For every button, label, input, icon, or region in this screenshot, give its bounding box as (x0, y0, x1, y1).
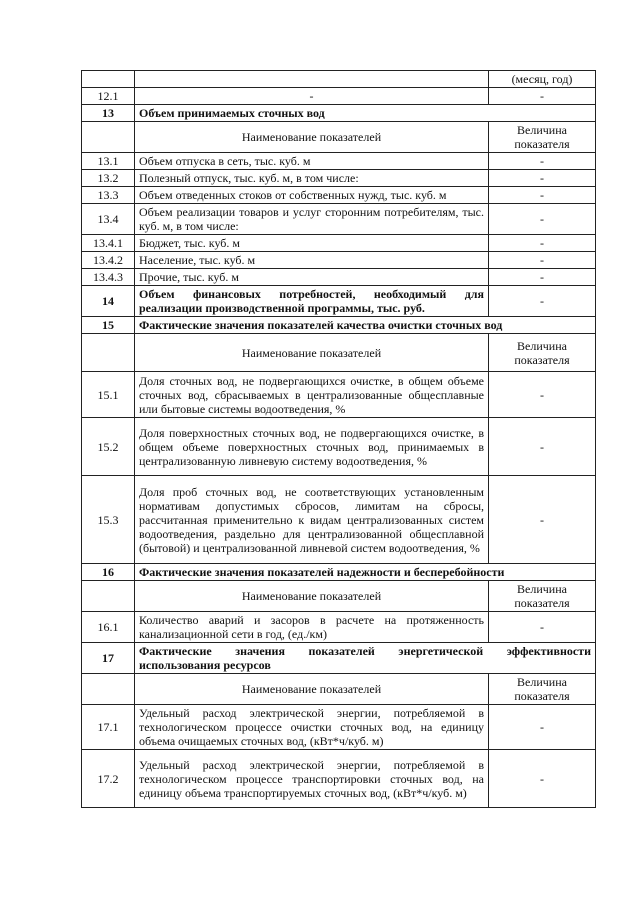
column-header-name: Наименование показателей (135, 581, 489, 612)
column-header-row (82, 122, 596, 153)
row-number: 12.1 (82, 88, 135, 105)
section-title: Фактические значения показателей энергетической эффективности использования ресурсов (135, 643, 596, 674)
indicator-value: - (489, 705, 596, 750)
indicator-value: - (489, 88, 596, 105)
indicator-name: Прочие, тыс. куб. м (135, 269, 489, 286)
indicator-value: - (489, 476, 596, 564)
indicator-name: Удельный расход электрической энергии, потребляемой в технологическом процессе транспортировки сточных вод, на единицу объема транспортируемых сточных вод, (кВт*ч/куб. м) (135, 750, 489, 808)
column-header-name: Наименование показателей (135, 122, 489, 153)
table-row (82, 187, 596, 204)
section-header-row (82, 643, 596, 674)
column-header-value: Величина показателя (489, 674, 596, 705)
indicator-name: Доля поверхностных сточных вод, не подвергающихся очистке, в общем объеме поверхностных сточных вод, принимаемых в централизованную ливневую систему водоотведения, % (135, 418, 489, 476)
table-row (82, 204, 596, 235)
indicator-value: - (489, 286, 596, 317)
indicator-name: Население, тыс. куб. м (135, 252, 489, 269)
table-row (82, 252, 596, 269)
table-row (82, 612, 596, 643)
section-title: Фактические значения показателей надежности и бесперебойности (135, 564, 596, 581)
section-number: 17 (82, 643, 135, 674)
table-row (82, 153, 596, 170)
row-number-cell (82, 122, 135, 153)
indicators-table-body (82, 71, 596, 808)
table-row (82, 88, 596, 105)
section-number: 15 (82, 317, 135, 334)
indicator-value: - (489, 372, 596, 418)
indicator-value: - (489, 235, 596, 252)
row-number: 15.3 (82, 476, 135, 564)
column-header-name: Наименование показателей (135, 674, 489, 705)
section-number: 13 (82, 105, 135, 122)
row-number: 13.4.3 (82, 269, 135, 286)
column-header-value: (месяц, год) (489, 71, 596, 88)
indicator-name: Объем отведенных стоков от собственных нужд, тыс. куб. м (135, 187, 489, 204)
row-number: 15.1 (82, 372, 135, 418)
table-row (82, 705, 596, 750)
table-row (82, 476, 596, 564)
indicator-value: - (489, 204, 596, 235)
table-row (82, 170, 596, 187)
indicator-name: Удельный расход электрической энергии, потребляемой в технологическом процессе очистки сточных вод, на единицу объема очищаемых сточных вод, (кВт*ч/куб. м) (135, 705, 489, 750)
indicator-name: Объем отпуска в сеть, тыс. куб. м (135, 153, 489, 170)
indicator-name: Объем реализации товаров и услуг сторонним потребителям, тыс. куб. м, в том числе: (135, 204, 489, 235)
indicator-value: - (489, 170, 596, 187)
row-number-cell (82, 581, 135, 612)
indicator-name: - (135, 88, 489, 105)
indicator-name: Бюджет, тыс. куб. м (135, 235, 489, 252)
table-row (82, 750, 596, 808)
column-header-row (82, 71, 596, 88)
column-header-name (135, 71, 489, 88)
indicators-table (81, 70, 596, 808)
column-header-row (82, 334, 596, 372)
section-header-row (82, 564, 596, 581)
indicator-value: - (489, 269, 596, 286)
indicator-value: - (489, 612, 596, 643)
row-number: 17.2 (82, 750, 135, 808)
indicator-value: - (489, 153, 596, 170)
row-number: 13.4.2 (82, 252, 135, 269)
row-number: 15.2 (82, 418, 135, 476)
section-header-row (82, 286, 596, 317)
row-number: 13.3 (82, 187, 135, 204)
column-header-value: Величина показателя (489, 122, 596, 153)
indicator-value: - (489, 418, 596, 476)
section-header-row (82, 105, 596, 122)
indicator-name: Доля проб сточных вод, не соответствующих установленным нормативам допустимых сбросов, лимитам на сбросы, рассчитанная применительно к видам централизованных систем водоотведения, раздельно для централизованной общесплавной (бытовой) и централизованной ливневой систем водоотведения, % (135, 476, 489, 564)
table-row (82, 269, 596, 286)
indicator-value: - (489, 750, 596, 808)
indicator-name: Доля сточных вод, не подвергающихся очистке, в общем объеме сточных вод, сбрасываемых в централизованные общесплавные или бытовые системы водоотведения, % (135, 372, 489, 418)
section-header-row (82, 317, 596, 334)
table-row (82, 418, 596, 476)
section-number: 14 (82, 286, 135, 317)
table-row (82, 372, 596, 418)
column-header-value: Величина показателя (489, 581, 596, 612)
section-title: Объем принимаемых сточных вод (135, 105, 596, 122)
indicator-name: Полезный отпуск, тыс. куб. м, в том числе: (135, 170, 489, 187)
indicator-value: - (489, 252, 596, 269)
row-number-cell (82, 674, 135, 705)
row-number: 17.1 (82, 705, 135, 750)
row-number-cell (82, 334, 135, 372)
section-title: Объем финансовых потребностей, необходимый для реализации производственной программы, тыс. руб. (135, 286, 489, 317)
table-row (82, 235, 596, 252)
column-header-value: Величина показателя (489, 334, 596, 372)
row-number: 13.2 (82, 170, 135, 187)
section-number: 16 (82, 564, 135, 581)
indicator-value: - (489, 187, 596, 204)
row-number: 16.1 (82, 612, 135, 643)
row-number: 13.4 (82, 204, 135, 235)
section-title: Фактические значения показателей качества очистки сточных вод (135, 317, 596, 334)
column-header-row (82, 674, 596, 705)
column-header-name: Наименование показателей (135, 334, 489, 372)
row-number: 13.1 (82, 153, 135, 170)
row-number: 13.4.1 (82, 235, 135, 252)
column-header-row (82, 581, 596, 612)
indicator-name: Количество аварий и засоров в расчете на протяженность канализационной сети в год, (ед./км) (135, 612, 489, 643)
row-number-cell (82, 71, 135, 88)
